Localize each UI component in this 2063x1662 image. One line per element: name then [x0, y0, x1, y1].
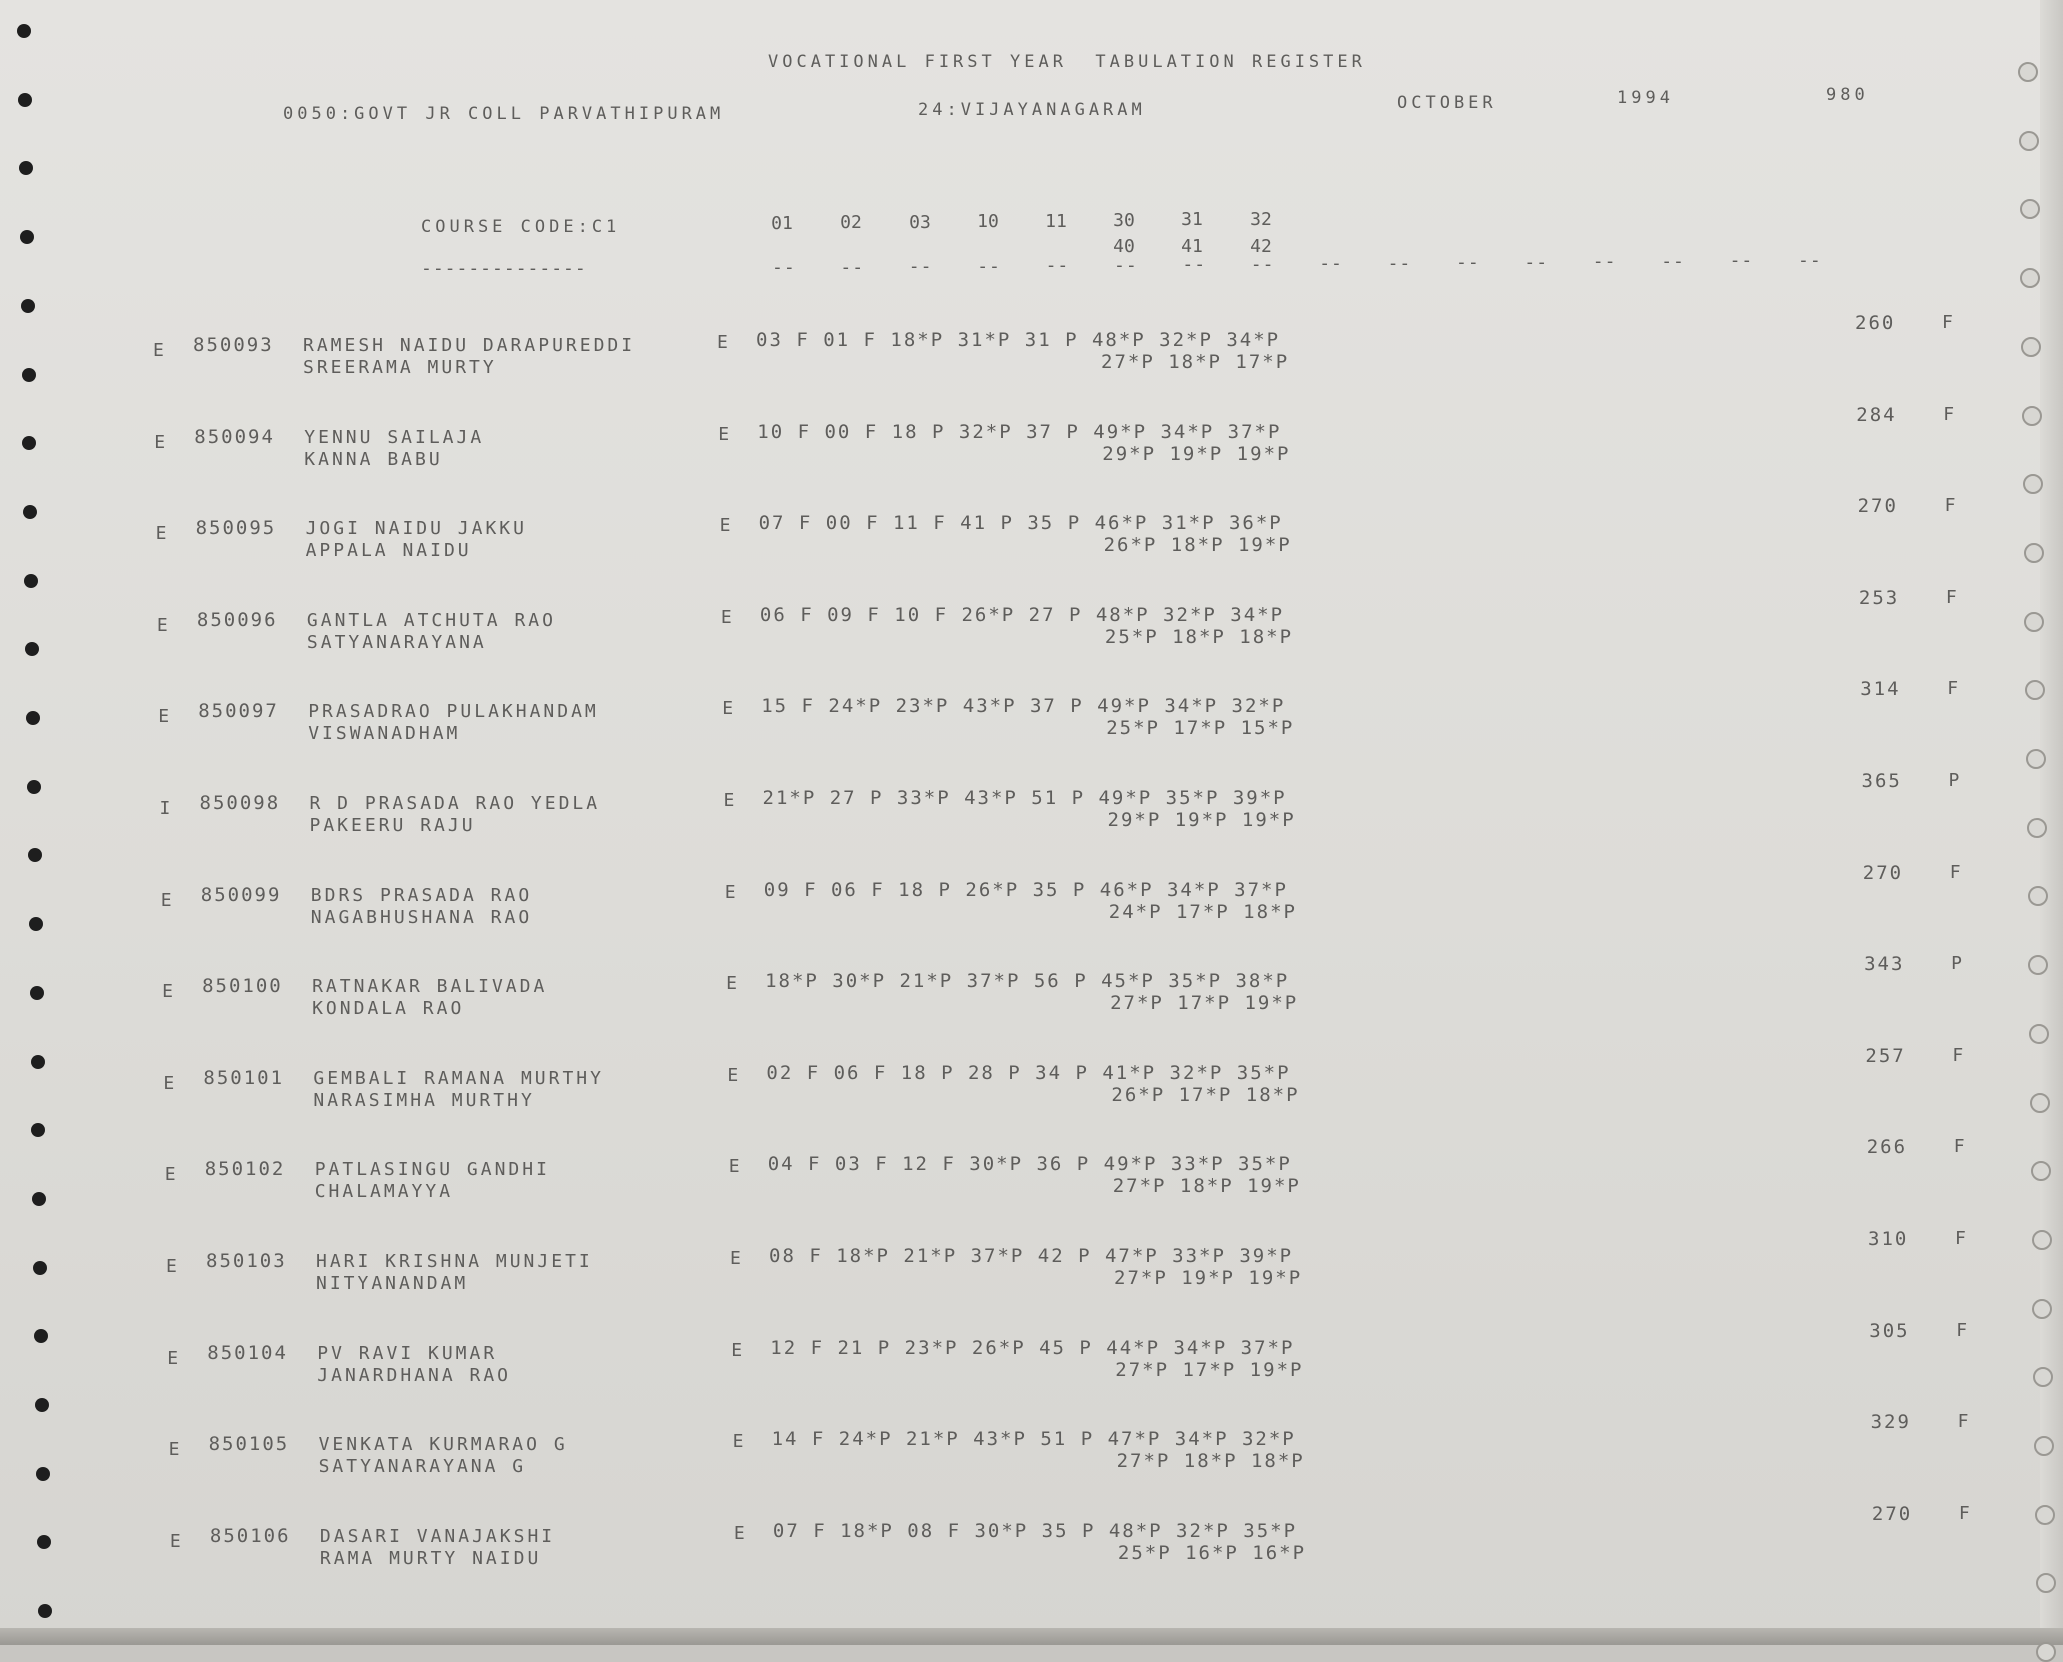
column-divider-dash: --	[1798, 249, 1822, 271]
hall-ticket-number: 850094	[194, 425, 275, 448]
subject-code: 31	[1181, 209, 1203, 231]
subject-marks-part2: 26*P 18*P 19*P	[1103, 534, 1292, 557]
subject-marks: 12 F 21 P 23*P 26*P 45 P 44*P 34*P 37*P	[770, 1336, 1295, 1359]
result: F	[1945, 586, 1960, 608]
father-name: PAKEERU RAJU	[309, 815, 476, 836]
feed-hole	[2031, 1161, 2051, 1181]
candidate-name: GANTLA ATCHUTA RAO	[306, 609, 556, 631]
father-name: KANNA BABU	[304, 448, 443, 470]
course-code: COURSE CODE:C1	[421, 217, 621, 237]
course-code-underline: --------------	[421, 258, 587, 279]
subject-marks-part2: 25*P 16*P 16*P	[1117, 1541, 1307, 1564]
language-code: E	[731, 1339, 746, 1361]
column-divider-dash: --	[977, 255, 1001, 277]
column-divider-dash: --	[1250, 253, 1275, 275]
feed-hole	[2024, 612, 2044, 632]
subject-code: 10	[977, 211, 999, 233]
medium-code: E	[160, 889, 175, 911]
feed-hole	[31, 1055, 45, 1069]
subject-marks-part2: 25*P 18*P 18*P	[1104, 625, 1294, 648]
candidate-name: RAMESH NAIDU DARAPUREDDI	[303, 335, 636, 356]
language-code: E	[719, 515, 734, 537]
feed-hole	[18, 93, 32, 107]
total-marks: 314	[1860, 678, 1901, 701]
medium-code: I	[159, 798, 174, 819]
medium-code: E	[169, 1530, 184, 1552]
feed-hole	[23, 505, 37, 519]
subject-marks-part2: 29*P 19*P 19*P	[1107, 809, 1296, 831]
column-divider-dash: --	[1319, 253, 1343, 274]
page-bottom-edge	[0, 1628, 2063, 1645]
feed-hole	[2019, 131, 2039, 151]
feed-hole	[2020, 199, 2040, 219]
subject-marks-part2: 27*P 18*P 17*P	[1101, 351, 1290, 373]
subject-marks: 07 F 18*P 08 F 30*P 35 P 48*P 32*P 35*P	[772, 1519, 1298, 1542]
feed-hole	[25, 642, 39, 656]
total-marks: 270	[1871, 1502, 1913, 1525]
candidate-name: PATLASINGU GANDHI	[314, 1159, 550, 1181]
medium-code: E	[155, 523, 170, 545]
subject-code: 02	[840, 212, 862, 234]
result: F	[1943, 403, 1958, 425]
subject-marks: 14 F 24*P 21*P 43*P 51 P 47*P 34*P 32*P	[771, 1428, 1296, 1451]
feed-hole	[2022, 406, 2042, 426]
result: F	[1957, 1411, 1972, 1433]
subject-marks: 21*P 27 P 33*P 43*P 51 P 49*P 35*P 39*P	[762, 787, 1287, 809]
feed-hole	[33, 1261, 47, 1275]
total-marks: 270	[1862, 861, 1904, 884]
feed-hole	[2030, 1093, 2050, 1113]
language-code: E	[732, 1431, 747, 1453]
feed-hole	[2032, 1299, 2052, 1319]
medium-code: E	[153, 340, 167, 361]
subject-marks: 18*P 30*P 21*P 37*P 56 P 45*P 35*P 38*P	[765, 970, 1290, 993]
district-name: 24:VIJAYANAGARAM	[918, 100, 1146, 120]
result: F	[1955, 1228, 1969, 1249]
subject-marks-part2: 27*P 17*P 19*P	[1110, 992, 1299, 1015]
result: F	[1956, 1319, 1971, 1341]
result: P	[1948, 770, 1963, 791]
father-name: NITYANANDAM	[316, 1273, 469, 1294]
column-divider-dash: --	[1045, 255, 1070, 276]
total-marks: 266	[1866, 1136, 1908, 1159]
subject-marks-part2: 29*P 19*P 19*P	[1102, 442, 1291, 465]
language-code: E	[723, 790, 738, 811]
feed-hole	[2036, 1642, 2056, 1662]
candidate-name: DASARI VANAJAKSHI	[319, 1525, 556, 1547]
language-code: E	[728, 1156, 743, 1178]
subject-marks-part2: 27*P 18*P 19*P	[1112, 1175, 1301, 1198]
column-divider-dash: --	[1661, 250, 1685, 272]
hall-ticket-number: 850096	[196, 608, 278, 631]
feed-hole	[20, 230, 34, 244]
subject-marks: 09 F 06 F 18 P 26*P 35 P 46*P 34*P 37*P	[763, 878, 1288, 901]
subject-marks: 04 F 03 F 12 F 30*P 36 P 49*P 33*P 35*P	[767, 1153, 1292, 1176]
medium-code: E	[164, 1164, 179, 1186]
hall-ticket-number: 850101	[203, 1066, 285, 1089]
father-name: JANARDHANA RAO	[317, 1364, 512, 1386]
subject-marks-part2: 26*P 17*P 18*P	[1111, 1083, 1300, 1106]
language-code: E	[726, 973, 740, 995]
total-marks: 270	[1857, 495, 1898, 518]
hall-ticket-number: 850102	[204, 1158, 286, 1181]
hall-ticket-number: 850105	[208, 1433, 290, 1456]
result: F	[1952, 1044, 1967, 1066]
feed-hole	[2036, 1573, 2056, 1593]
column-divider-dash: --	[1182, 254, 1207, 275]
subject-code: 41	[1181, 236, 1203, 257]
candidate-name: PRASADRAO PULAKHANDAM	[308, 701, 599, 723]
hall-ticket-number: 850106	[209, 1524, 291, 1547]
feed-hole	[32, 1192, 46, 1206]
total-marks: 305	[1869, 1319, 1910, 1342]
result: F	[1947, 678, 1962, 700]
language-code: E	[724, 881, 739, 903]
father-name: KONDALA RAO	[312, 998, 465, 1020]
result: F	[1949, 861, 1964, 883]
subject-code: 42	[1250, 236, 1272, 257]
candidate-name: YENNU SAILAJA	[304, 426, 485, 448]
language-code: E	[718, 423, 733, 445]
total-marks: 253	[1858, 586, 1900, 609]
subject-code: 32	[1250, 208, 1272, 230]
subject-marks-part2: 27*P 18*P 18*P	[1116, 1450, 1305, 1473]
feed-hole	[29, 917, 43, 931]
total-marks: 310	[1868, 1228, 1909, 1250]
feed-hole	[2023, 474, 2043, 494]
subject-marks: 06 F 09 F 10 F 26*P 27 P 48*P 32*P 34*P	[759, 603, 1285, 626]
medium-code: E	[154, 431, 169, 453]
hall-ticket-number: 850103	[206, 1250, 287, 1272]
hall-ticket-number: 850098	[199, 792, 281, 814]
college-name: 0050:GOVT JR COLL PARVATHIPURAM	[283, 104, 725, 124]
medium-code: E	[166, 1256, 180, 1277]
feed-hole	[2035, 1505, 2055, 1525]
hall-ticket-number: 850095	[195, 517, 277, 540]
feed-hole	[19, 161, 33, 175]
feed-hole	[22, 436, 36, 450]
father-name: NAGABHUSHANA RAO	[310, 906, 533, 928]
subject-marks-part2: 25*P 17*P 15*P	[1106, 717, 1295, 740]
language-code: E	[733, 1522, 748, 1544]
feed-hole	[2021, 337, 2041, 357]
feed-hole	[2027, 818, 2047, 838]
father-name: CHALAMAYYA	[314, 1181, 454, 1203]
column-divider-dash: --	[1592, 251, 1617, 272]
feed-hole	[2020, 268, 2040, 288]
subject-marks: 15 F 24*P 23*P 43*P 37 P 49*P 34*P 32*P	[761, 695, 1286, 718]
candidate-name: BDRS PRASADA RAO	[310, 884, 533, 906]
exam-month: OCTOBER	[1397, 93, 1497, 113]
register-title: VOCATIONAL FIRST YEAR TABULATION REGISTER	[768, 52, 1366, 72]
feed-hole	[22, 368, 36, 382]
column-divider-dash: --	[908, 256, 933, 277]
column-divider-dash: --	[1729, 250, 1754, 271]
total-marks: 260	[1855, 312, 1896, 334]
hall-ticket-number: 850097	[198, 700, 279, 723]
feed-hole	[2032, 1230, 2052, 1250]
subject-code: 40	[1113, 236, 1135, 257]
subject-marks: 10 F 00 F 18 P 32*P 37 P 49*P 34*P 37*P	[757, 420, 1282, 443]
feed-hole	[37, 1535, 51, 1549]
candidate-name: R D PRASADA RAO YEDLA	[309, 793, 601, 814]
feed-hole	[21, 299, 35, 313]
candidate-name: VENKATA KURMARAO G	[318, 1434, 568, 1456]
feed-hole	[35, 1398, 49, 1412]
medium-code: E	[156, 614, 171, 636]
subject-marks-part2: 27*P 19*P 19*P	[1114, 1267, 1303, 1289]
candidate-name: HARI KRISHNA MUNJETI	[316, 1251, 593, 1272]
language-code: E	[722, 698, 737, 720]
total-marks: 329	[1870, 1411, 1911, 1434]
father-name: RAMA MURTY NAIDU	[319, 1547, 542, 1569]
feed-hole	[36, 1467, 50, 1481]
hall-ticket-number: 850093	[193, 334, 274, 356]
father-name: VISWANADHAM	[308, 723, 461, 745]
subject-marks: 03 F 01 F 18*P 31*P 31 P 48*P 32*P 34*P	[756, 329, 1281, 351]
result: F	[1944, 495, 1959, 517]
father-name: SATYANARAYANA	[306, 631, 487, 653]
father-name: NARASIMHA MURTHY	[313, 1089, 535, 1111]
feed-hole	[30, 986, 44, 1000]
feed-hole	[24, 574, 38, 588]
exam-year: 1994	[1617, 88, 1674, 108]
feed-hole	[38, 1604, 52, 1618]
candidate-name: GEMBALI RAMANA MURTHY	[313, 1067, 604, 1089]
total-marks: 284	[1856, 403, 1897, 426]
feed-hole	[2028, 886, 2048, 906]
feed-hole	[2034, 1436, 2054, 1456]
result: P	[1951, 953, 1965, 975]
column-divider-dash: --	[1456, 252, 1480, 273]
father-name: SATYANARAYANA G	[318, 1456, 527, 1478]
feed-hole	[27, 780, 41, 794]
column-divider-dash: --	[772, 257, 796, 278]
feed-hole	[26, 711, 40, 725]
language-code: E	[717, 332, 731, 353]
subject-code: 01	[771, 213, 793, 234]
hall-ticket-number: 850104	[207, 1341, 288, 1364]
medium-code: E	[168, 1439, 183, 1461]
feed-hole	[2026, 749, 2046, 769]
subject-marks: 02 F 06 F 18 P 28 P 34 P 41*P 32*P 35*P	[766, 1061, 1291, 1084]
medium-code: E	[163, 1072, 178, 1094]
father-name: SREERAMA MURTY	[303, 357, 497, 378]
language-code: E	[720, 606, 735, 628]
feed-hole	[31, 1123, 45, 1137]
feed-hole	[34, 1329, 48, 1343]
candidate-name: PV RAVI KUMAR	[317, 1342, 498, 1364]
page-number: 980	[1826, 85, 1869, 105]
subject-marks: 07 F 00 F 11 F 41 P 35 P 46*P 31*P 36*P	[758, 512, 1283, 535]
language-code: E	[727, 1064, 742, 1086]
medium-code: E	[158, 706, 173, 728]
candidate-name: RATNAKAR BALIVADA	[312, 976, 548, 998]
father-name: APPALA NAIDU	[305, 540, 472, 562]
result: F	[1953, 1136, 1968, 1158]
column-divider-dash: --	[840, 256, 865, 278]
candidate-name: JOGI NAIDU JAKKU	[305, 518, 527, 540]
total-marks: 365	[1861, 770, 1902, 792]
feed-hole	[28, 848, 42, 862]
subject-marks-part2: 24*P 17*P 18*P	[1108, 900, 1297, 923]
result: F	[1958, 1502, 1973, 1524]
medium-code: E	[162, 981, 176, 1003]
subject-marks-part2: 27*P 17*P 19*P	[1115, 1358, 1304, 1381]
hall-ticket-number: 850100	[202, 975, 283, 998]
subject-marks: 08 F 18*P 21*P 37*P 42 P 47*P 33*P 39*P	[769, 1245, 1294, 1267]
medium-code: E	[167, 1347, 182, 1369]
subject-code: 11	[1045, 210, 1067, 232]
total-marks: 257	[1865, 1044, 1906, 1067]
subject-code: 30	[1113, 210, 1135, 231]
hall-ticket-number: 850099	[200, 883, 282, 906]
column-divider-dash: --	[1387, 252, 1412, 274]
feed-hole	[2029, 1024, 2049, 1044]
language-code: E	[730, 1248, 744, 1269]
subject-code: 03	[909, 211, 931, 233]
column-divider-dash: --	[1114, 254, 1138, 276]
result: F	[1942, 312, 1956, 333]
total-marks: 343	[1864, 953, 1905, 976]
column-divider-dash: --	[1524, 251, 1549, 273]
feed-hole	[2024, 543, 2044, 563]
